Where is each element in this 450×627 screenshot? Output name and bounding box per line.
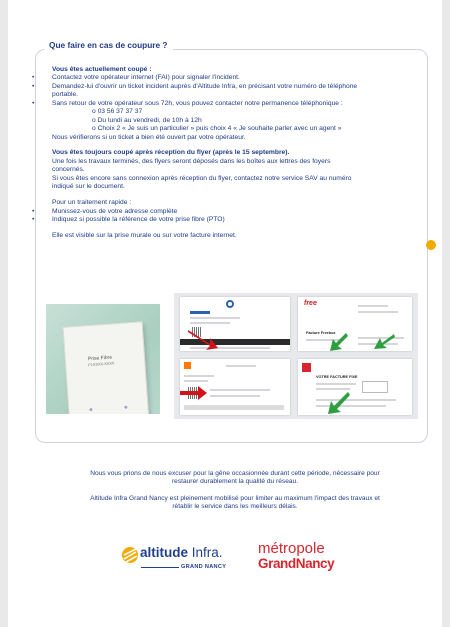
block2-heading: Vous êtes toujours coupé après réception du flyer (après le 15 septembre).: [52, 149, 290, 156]
bullet-dot: •: [32, 74, 35, 81]
votre-facture-label: VOTRE FACTURE FIXE: [316, 375, 358, 379]
altitude-wordmark: altitude Infra.: [140, 545, 223, 560]
facture-freebox-label: Facture Freebox: [306, 331, 336, 335]
orange-logo-icon: [184, 362, 191, 369]
block1-after: Nous vérifierons si un ticket a bien été ouvert par votre opérateur.: [52, 133, 246, 141]
block1-heading: Vous êtes actuellement coupé :: [52, 66, 152, 73]
sfr-logo-icon: [302, 363, 311, 372]
block3-note: Elle est visible sur la prise murale ou sur votre facture internet.: [52, 232, 237, 239]
menu-choice: o Choix 2 « Je suis un particulier » puis choix 4 « Je souhaite parler avec un agent »: [92, 125, 342, 132]
footer-apology: [53, 470, 417, 487]
operator-logo-icon: [226, 300, 234, 308]
grandnancy-wordmark: GrandNancy: [258, 556, 335, 571]
footer-line: rétablir le service dans les meilleurs délais.: [172, 503, 298, 511]
fibre-outlet-photo: [46, 304, 160, 414]
red-arrow-icon: [178, 385, 208, 401]
phone-number: o 03 56 37 37 37: [92, 108, 143, 115]
invoice-doc-sfr: [298, 359, 412, 415]
bullet-dot: •: [32, 82, 35, 90]
block1-bullet: Sans retour de votre opérateur sous 72h, vous pouvez contacter notre permanence téléphonique :: [52, 99, 343, 107]
block3-intro: Pour un traitement rapide :: [52, 199, 132, 206]
block2-line: Si vous êtes encore sans connexion après réception du flyer, contactez notre service SAV au numéro: [52, 174, 352, 182]
block1-bullet: Contactez votre opérateur internet (FAI) pour signaler l'incident.: [52, 74, 240, 81]
block1-bullet-cont: portable.: [52, 91, 79, 98]
green-arrow-icon: [326, 390, 350, 416]
altitude-grand-nancy: GRAND NANCY: [181, 564, 227, 570]
footer-line: Nous vous prions de nous excuser pour la gêne occasionnée durant cette période, nécessaire pour: [90, 470, 380, 477]
block2-line: indiqué sur le document.: [52, 183, 125, 190]
metropole-grand-nancy-logo: [258, 541, 334, 571]
block3-bullet: Indiquez si possible la référence de votre prise fibre (PTO): [52, 216, 225, 223]
footer-line: restaurer durablement la qualité du réseau.: [171, 478, 299, 486]
section-title: Que faire en cas de coupure ?: [44, 40, 173, 50]
green-arrow-icon: [372, 332, 396, 352]
led-icon: [124, 406, 127, 409]
logo-divider: [141, 567, 179, 568]
orange-sticker-icon: [426, 240, 436, 250]
red-arrow-icon: [184, 328, 220, 352]
free-logo: free: [304, 300, 317, 307]
hours: o Du lundi au vendredi, de 10h à 12h: [92, 116, 202, 124]
green-arrow-icon: [328, 331, 348, 353]
block2-line: Une fois les travaux terminés, des flyers seront déposés dans les boîtes aux lettres des foyers: [52, 157, 331, 165]
bullet-dot: •: [32, 216, 35, 223]
block1-bullet: Demandez-lui d'ouvrir un ticket incident auprès d'Altitude Infra, en précisant votre numéro de téléphone: [52, 82, 358, 90]
footer-line: Altitude Infra Grand Nancy est pleinement mobilisé pour limiter au maximum l'impact des travaux et: [90, 495, 380, 502]
metropole-wordmark: métropole: [258, 540, 325, 557]
led-icon: [89, 408, 92, 411]
invoice-examples: [174, 293, 418, 419]
bullet-dot: •: [32, 207, 35, 215]
fibre-outlet-box: [63, 321, 150, 414]
bullet-dot: •: [32, 99, 35, 107]
footer-commitment: [53, 495, 417, 512]
block2-line: concernés.: [52, 166, 85, 173]
altitude-logo-icon: [121, 545, 139, 565]
block3-bullet: Munissez-vous de votre adresse complète: [52, 207, 178, 215]
outlet-label: Prise Fibre: [87, 354, 113, 363]
page: [8, 0, 442, 627]
outlet-ref: FI-XXXX-XXXX: [88, 361, 115, 368]
